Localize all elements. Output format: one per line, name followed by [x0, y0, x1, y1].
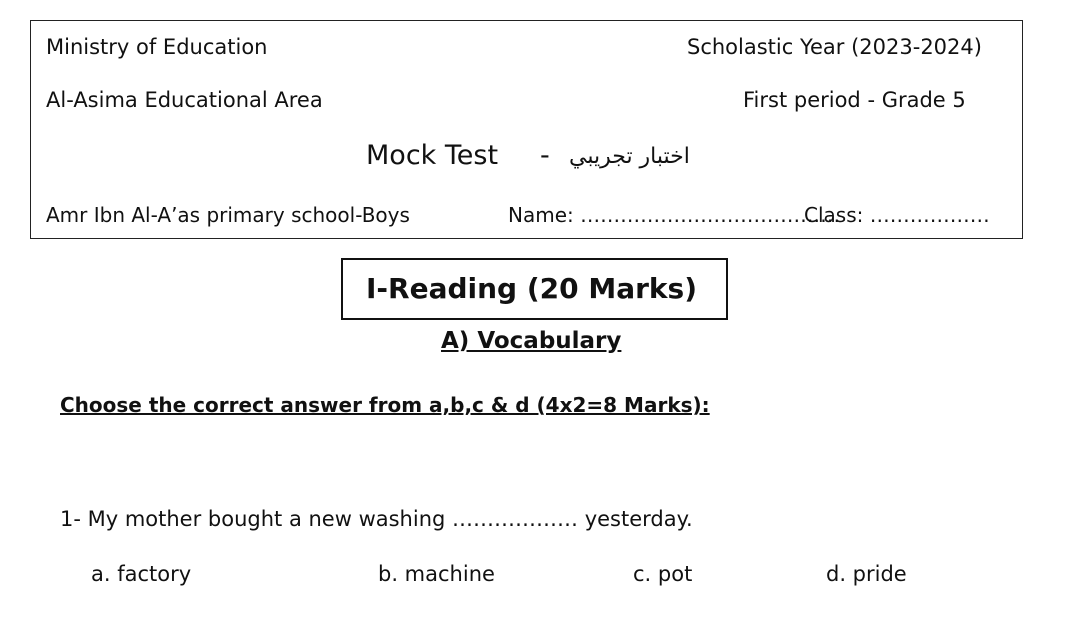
test-title-arabic: اختبار تجريبي — [569, 144, 690, 169]
class-field: Class: ……………… — [804, 203, 990, 227]
instruction-text: Choose the correct answer from a,b,c & d (4x2=8 Marks): — [60, 393, 710, 417]
option-b: b. machine — [378, 562, 495, 586]
educational-area: Al-Asima Educational Area — [46, 88, 323, 112]
period-grade: First period - Grade 5 — [743, 88, 966, 112]
option-d: d. pride — [826, 562, 907, 586]
scholastic-year: Scholastic Year (2023-2024) — [687, 35, 982, 59]
school-name: Amr Ibn Al-A’as primary school-Boys — [46, 203, 410, 227]
subsection-title: A) Vocabulary — [441, 328, 622, 354]
ministry-label: Ministry of Education — [46, 35, 268, 59]
student-name-field: Name: ………………………………… — [508, 203, 841, 227]
question-text: 1- My mother bought a new washing ……………… yesterday. — [60, 507, 693, 531]
option-a: a. factory — [91, 562, 192, 586]
option-c: c. pot — [633, 562, 693, 586]
test-title-english: Mock Test — [366, 140, 499, 171]
section-title: I-Reading (20 Marks) — [366, 272, 698, 305]
test-title-dash: - — [540, 140, 550, 171]
